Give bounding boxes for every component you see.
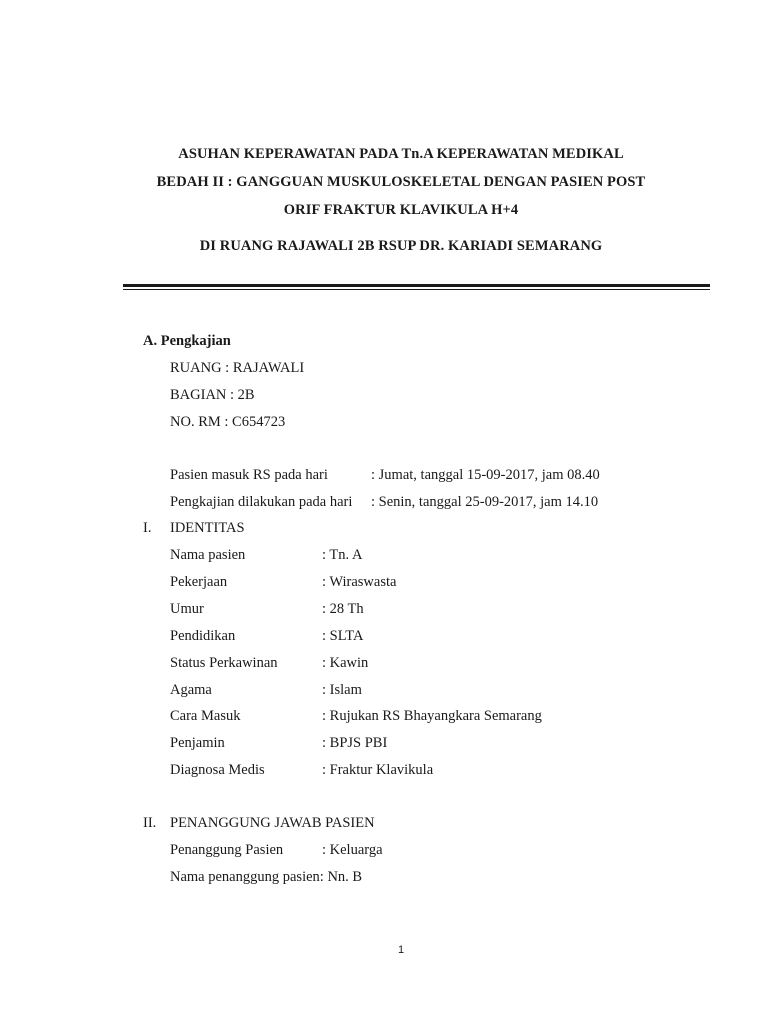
bagian-line: BAGIAN : 2B [170,387,255,403]
masuk-value: : Jumat, tanggal 15-09-2017, jam 08.40 [371,467,600,483]
ruang-line: RUANG : RAJAWALI [170,360,305,376]
title-divider-thick [123,284,710,287]
identitas-row-label: Nama pasien [170,547,246,563]
identitas-row-label: Pekerjaan [170,574,228,590]
identitas-row-label: Pendidikan [170,628,236,644]
identitas-row-value: : Wiraswasta [322,574,397,590]
identitas-row-label: Umur [170,601,204,617]
title-divider-thin [123,289,710,290]
section-a-heading: A. Pengkajian [143,333,231,349]
identitas-row-label: Agama [170,682,212,698]
identitas-row-value: : Tn. A [322,547,363,563]
document-title-line-3: ORIF FRAKTUR KLAVIKULA H+4 [283,202,519,218]
page-number: 1 [397,944,405,956]
identitas-row-label: Penjamin [170,735,225,751]
identitas-row-value: : Kawin [322,655,369,671]
identitas-numeral: I. [143,520,152,536]
identitas-heading: IDENTITAS [170,520,245,536]
identitas-row-label: Diagnosa Medis [170,762,265,778]
document-title-line-4: DI RUANG RAJAWALI 2B RSUP DR. KARIADI SEMARANG [199,238,603,254]
identitas-row-value: : 28 Th [322,601,364,617]
penanggung-pasien-value: : Keluarga [322,842,383,858]
identitas-row-value: : Islam [322,682,362,698]
identitas-row-value: : SLTA [322,628,364,644]
penanggung-pasien-label: Penanggung Pasien [170,842,284,858]
document-title-line-1: ASUHAN KEPERAWATAN PADA Tn.A KEPERAWATAN MEDIKAL [178,146,624,162]
document-title-line-2: BEDAH II : GANGGUAN MUSKULOSKELETAL DENGAN PASIEN POST [156,174,646,190]
identitas-row-label: Cara Masuk [170,708,241,724]
identitas-row-value: : BPJS PBI [322,735,388,751]
no-rm-line: NO. RM : C654723 [170,414,286,430]
pengkajian-label: Pengkajian dilakukan pada hari [170,494,353,510]
penanggung-numeral: II. [143,815,157,831]
nama-penanggung-line: Nama penanggung pasien: Nn. B [170,869,363,885]
identitas-row-value: : Fraktur Klavikula [322,762,434,778]
identitas-row-value: : Rujukan RS Bhayangkara Semarang [322,708,542,724]
pengkajian-value: : Senin, tanggal 25-09-2017, jam 14.10 [371,494,599,510]
masuk-label: Pasien masuk RS pada hari [170,467,328,483]
identitas-row-label: Status Perkawinan [170,655,278,671]
penanggung-heading: PENANGGUNG JAWAB PASIEN [170,815,375,831]
